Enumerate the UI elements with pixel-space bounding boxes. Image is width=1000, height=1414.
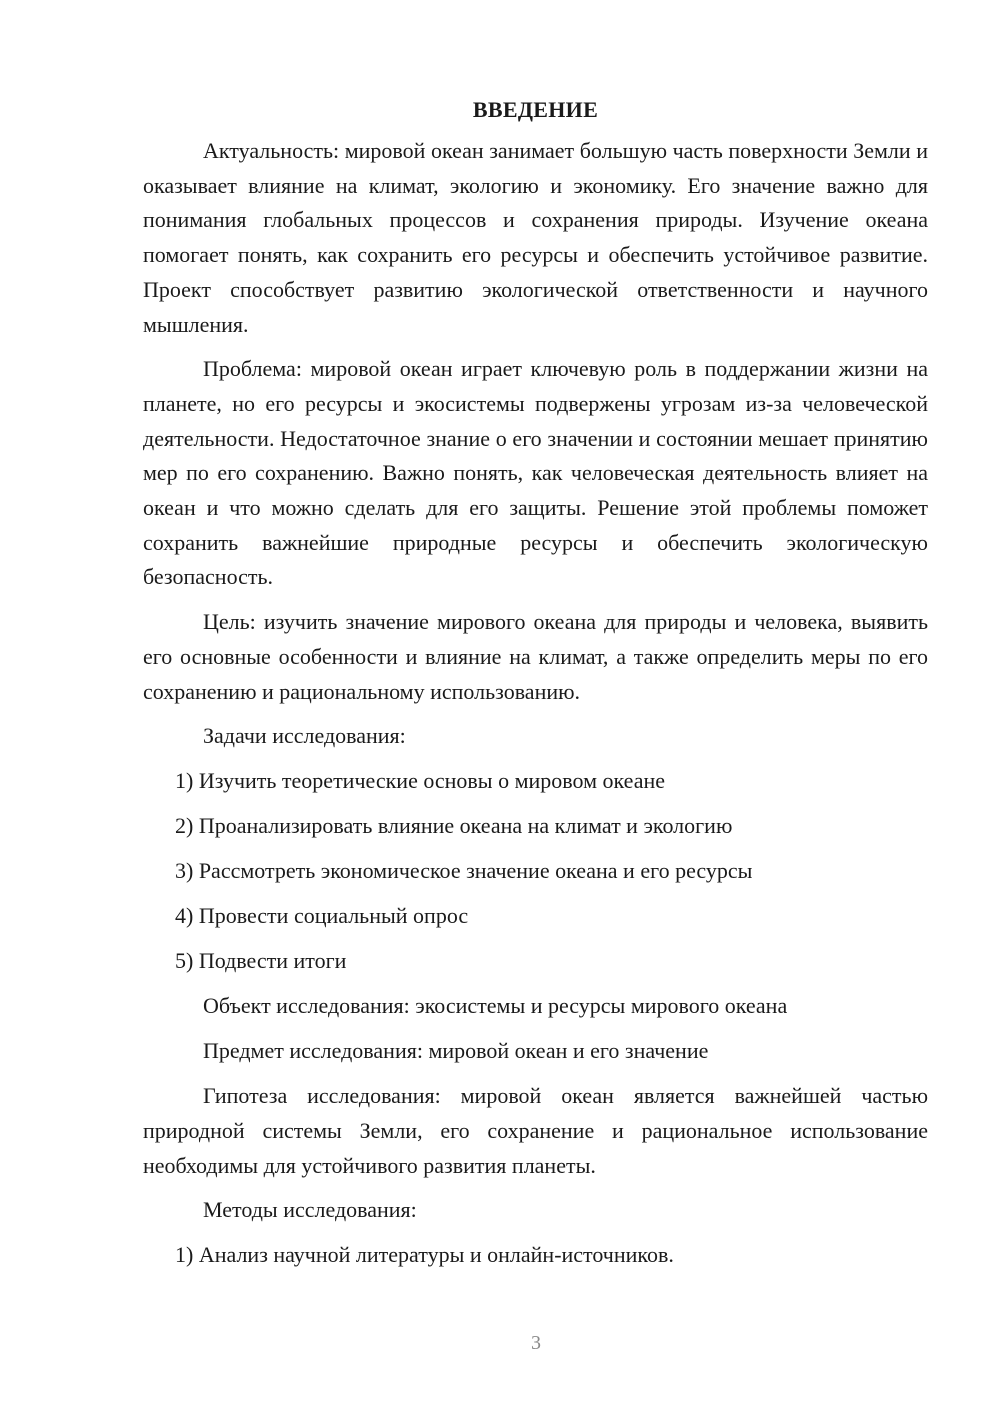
document-page: [143, 94, 928, 1283]
goal-paragraph: Цель: изучить значение мирового океана для природы и человека, выявить его основные особенности и влияние на климат, а также определить меры по его сохранению и рациональному использованию.: [143, 609, 928, 704]
methods-heading: Методы исследования:: [203, 1197, 417, 1223]
method-item-1: 1) Анализ научной литературы и онлайн-источников.: [175, 1242, 674, 1268]
research-object: Объект исследования: экосистемы и ресурсы мирового океана: [203, 993, 788, 1019]
task-item-5: 5) Подвести итоги: [175, 948, 347, 974]
problem-paragraph: Проблема: мировой океан играет ключевую роль в поддержании жизни на планете, но его ресурсы и экосистемы подвержены угрозам из-за человеческой деятельности. Недостаточное знание о его значении и состоянии мешает принятию мер по его сохранению. Важно понять, как человеческая деятельность влияет на океан и что можно сделать для его защиты. Решение этой проблемы поможет сохранить важнейшие природные ресурсы и обеспечить экологическую безопасность.: [143, 356, 928, 590]
research-subject: Предмет исследования: мировой океан и его значение: [203, 1038, 709, 1064]
section-title: ВВЕДЕНИЕ: [472, 97, 599, 122]
task-item-3: 3) Рассмотреть экономическое значение океана и его ресурсы: [175, 858, 753, 884]
tasks-heading: Задачи исследования:: [203, 723, 406, 749]
task-item-1: 1) Изучить теоретические основы о мировом океане: [175, 768, 665, 794]
page-number: 3: [531, 1332, 541, 1354]
hypothesis-paragraph: Гипотеза исследования: мировой океан является важнейшей частью природной системы Земли, его сохранение и рациональное использование необходимы для устойчивого развития планеты.: [143, 1083, 928, 1178]
task-item-4: 4) Провести социальный опрос: [175, 903, 469, 929]
task-item-2: 2) Проанализировать влияние океана на климат и экологию: [175, 813, 733, 839]
relevance-paragraph: Актуальность: мировой океан занимает большую часть поверхности Земли и оказывает влияние на климат, экологию и экономику. Его значение важно для понимания глобальных процессов и сохранения природы. Изучение океана помогает понять, как сохранить его ресурсы и обеспечить устойчивое развитие. Проект способствует развитию экологической ответственности и научного мышления.: [143, 138, 928, 337]
